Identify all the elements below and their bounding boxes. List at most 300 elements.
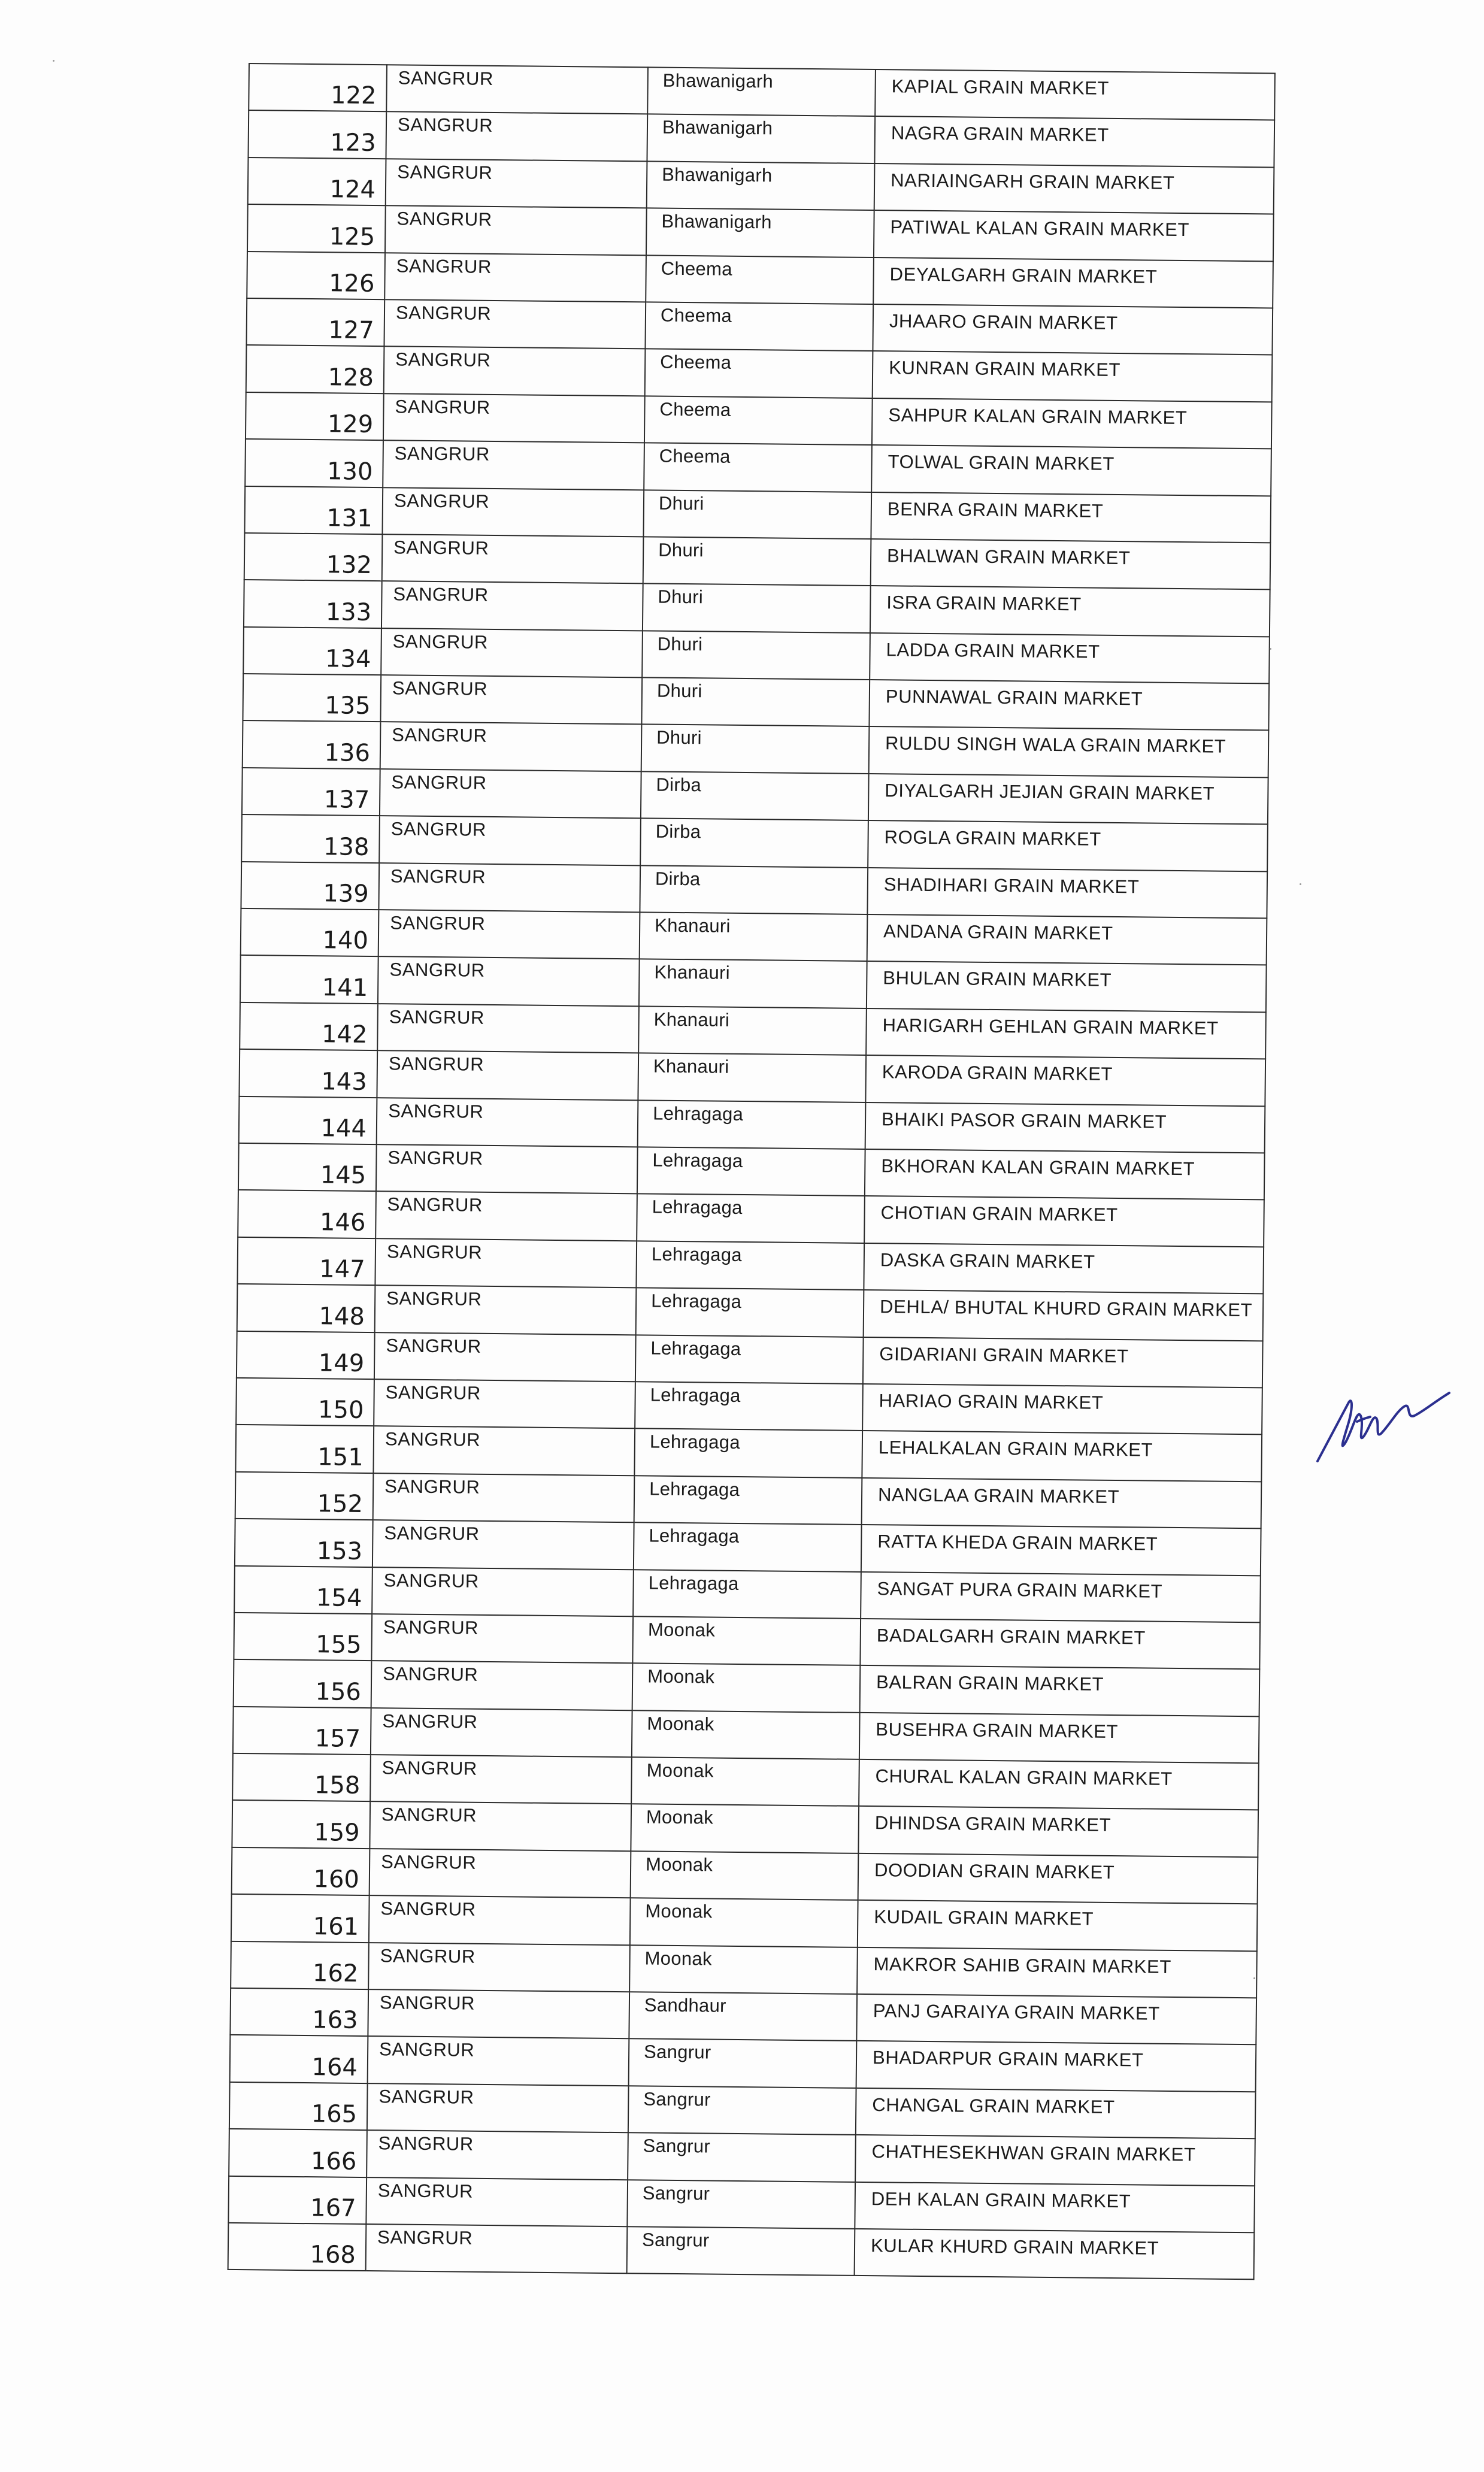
serial-number-cell-text: 149 <box>318 1349 365 1377</box>
serial-number-cell-text: 129 <box>327 410 374 439</box>
serial-number-cell <box>236 1378 374 1426</box>
block-cell-text: Moonak <box>646 1759 714 1782</box>
block-cell <box>629 1945 858 1994</box>
market-name-cell <box>873 351 1273 402</box>
block-cell-text: Lehragaga <box>652 1149 743 1171</box>
serial-number-cell <box>246 345 384 393</box>
serial-number-cell-text: 153 <box>316 1537 363 1565</box>
market-name-cell-text: LEHALKALAN GRAIN MARKET <box>878 1437 1153 1461</box>
block-cell <box>637 1194 865 1243</box>
serial-number-cell-text: 131 <box>326 504 372 532</box>
scan-speck <box>1253 1977 1255 1979</box>
block-cell-text: Dirba <box>656 774 702 796</box>
block-cell <box>631 1804 859 1853</box>
block-cell-text: Sangrur <box>643 2135 711 2157</box>
district-cell <box>383 440 644 490</box>
block-cell <box>647 161 875 210</box>
market-name-cell-text: ISRA GRAIN MARKET <box>886 592 1082 615</box>
district-cell <box>368 2036 629 2086</box>
market-name-cell-text: MAKROR SAHIB GRAIN MARKET <box>873 1953 1172 1977</box>
block-cell-text: Sangrur <box>642 2182 710 2204</box>
block-cell-text: Sangrur <box>641 2229 710 2251</box>
market-name-cell <box>873 304 1273 355</box>
market-name-cell <box>858 1806 1258 1857</box>
market-name-cell-text: LADDA GRAIN MARKET <box>886 638 1100 662</box>
market-name-cell-text: KARODA GRAIN MARKET <box>882 1061 1113 1085</box>
block-cell <box>644 443 872 492</box>
serial-number-cell-text: 133 <box>325 598 372 626</box>
scan-speck <box>1300 883 1301 885</box>
serial-number-cell-text: 142 <box>321 1020 368 1049</box>
serial-number-cell <box>239 1049 377 1098</box>
market-name-cell <box>872 398 1272 449</box>
serial-number-cell <box>237 1284 375 1332</box>
market-name-cell <box>869 680 1269 731</box>
district-cell <box>383 393 645 443</box>
serial-number-cell-text: 151 <box>317 1443 364 1471</box>
market-name-cell <box>867 868 1267 919</box>
district-cell-text: SANGRUR <box>383 1663 478 1686</box>
serial-number-cell <box>235 1519 373 1567</box>
market-name-cell-text: ROGLA GRAIN MARKET <box>884 826 1101 850</box>
market-name-cell <box>863 1337 1263 1388</box>
market-name-cell-text: SHADIHARI GRAIN MARKET <box>883 873 1140 897</box>
block-cell-text: Lehragaga <box>651 1290 742 1313</box>
district-cell <box>375 1192 637 1241</box>
market-name-cell <box>864 1196 1264 1247</box>
market-name-cell-text: HARIGARH GEHLAN GRAIN MARKET <box>882 1014 1219 1039</box>
market-name-cell <box>855 2229 1255 2280</box>
serial-number-cell-text: 122 <box>330 81 377 110</box>
block-cell-text: Lehragaga <box>649 1478 740 1500</box>
block-cell <box>643 537 871 586</box>
market-name-cell-text: BADALGARH GRAIN MARKET <box>876 1625 1146 1649</box>
district-cell <box>384 299 646 349</box>
market-name-cell-text: BHULAN GRAIN MARKET <box>883 967 1112 991</box>
serial-number-cell <box>234 1613 372 1661</box>
block-cell <box>638 1006 867 1055</box>
district-cell <box>378 957 640 1007</box>
district-cell-text: SANGRUR <box>396 255 492 277</box>
market-name-cell-text: SANGAT PURA GRAIN MARKET <box>877 1577 1163 1602</box>
market-name-cell <box>874 116 1274 167</box>
block-cell <box>629 2039 857 2088</box>
market-name-cell-text: KULAR KHURD GRAIN MARKET <box>870 2235 1159 2259</box>
block-cell-text: Moonak <box>645 1853 713 1876</box>
serial-number-cell-text: 159 <box>314 1819 360 1847</box>
district-cell <box>375 1238 637 1288</box>
district-cell <box>371 1661 633 1710</box>
serial-number-cell <box>242 768 380 816</box>
market-name-cell-text: RULDU SINGH WALA GRAIN MARKET <box>885 732 1226 758</box>
serial-number-cell-text: 137 <box>323 786 370 814</box>
district-cell-text: SANGRUR <box>387 1193 483 1216</box>
market-name-cell <box>855 2182 1255 2232</box>
block-cell-text: Sangrur <box>643 2088 711 2110</box>
market-name-cell <box>855 2135 1255 2186</box>
district-cell-text: SANGRUR <box>388 1053 484 1076</box>
serial-number-cell-text: 158 <box>314 1771 361 1800</box>
market-name-cell-text: DEHLA/ BHUTAL KHURD GRAIN MARKET <box>879 1296 1253 1321</box>
scan-speck <box>53 60 54 62</box>
market-name-cell <box>862 1431 1262 1482</box>
block-cell <box>644 396 873 445</box>
district-cell-text: SANGRUR <box>389 959 485 981</box>
serial-number-cell-text: 166 <box>310 2147 357 2176</box>
market-name-cell <box>858 1853 1258 1904</box>
block-cell <box>640 819 868 868</box>
block-cell-text: Sandhaur <box>644 1994 726 2016</box>
serial-number-cell <box>249 63 387 112</box>
block-cell <box>632 1710 860 1759</box>
district-cell-text: SANGRUR <box>392 631 489 653</box>
district-cell <box>382 534 644 584</box>
serial-number-cell-text: 130 <box>326 457 373 486</box>
district-cell-text: SANGRUR <box>383 1569 480 1592</box>
district-cell <box>370 1755 632 1804</box>
district-cell <box>377 1050 638 1100</box>
market-name-cell <box>865 1149 1265 1200</box>
block-cell <box>627 2226 855 2276</box>
market-name-cell-text: KUNRAN GRAIN MARKET <box>888 357 1121 381</box>
block-cell-text: Khanauri <box>653 1008 730 1031</box>
block-cell <box>642 631 870 680</box>
block-cell-text: Dhuri <box>658 539 704 561</box>
district-cell-text: SANGRUR <box>386 1334 481 1357</box>
district-cell <box>381 581 643 631</box>
district-cell-text: SANGRUR <box>398 67 494 89</box>
block-cell <box>638 1100 866 1149</box>
block-cell <box>640 865 868 914</box>
block-cell <box>641 771 869 820</box>
market-name-cell <box>873 258 1273 308</box>
serial-number-cell <box>229 2129 367 2177</box>
block-cell <box>640 912 868 961</box>
block-cell <box>643 584 871 633</box>
block-cell-text: Lehragaga <box>651 1243 743 1265</box>
market-name-cell <box>861 1571 1261 1622</box>
block-cell <box>631 1757 859 1806</box>
market-name-cell-text: DEYALGARH GRAIN MARKET <box>889 263 1158 287</box>
district-cell <box>372 1520 634 1570</box>
market-name-cell-text: CHURAL KALAN GRAIN MARKET <box>875 1765 1173 1790</box>
serial-number-cell-text: 150 <box>317 1396 364 1425</box>
serial-number-cell <box>244 580 382 628</box>
block-cell-text: Cheema <box>659 445 731 467</box>
market-name-cell <box>867 914 1267 965</box>
serial-number-cell <box>248 157 386 206</box>
serial-number-cell-text: 140 <box>322 926 369 955</box>
market-name-cell-text: KUDAIL GRAIN MARKET <box>874 1906 1094 1929</box>
market-name-cell <box>869 726 1269 777</box>
block-cell <box>638 1053 866 1102</box>
district-cell <box>373 1426 635 1476</box>
district-cell <box>370 1802 631 1852</box>
district-cell <box>381 628 643 678</box>
market-name-cell <box>856 1994 1256 2045</box>
block-cell <box>635 1335 864 1384</box>
block-cell-text: Lehragaga <box>650 1384 741 1406</box>
market-name-cell <box>859 1759 1259 1810</box>
market-name-cell <box>875 69 1275 120</box>
serial-number-cell <box>243 720 381 769</box>
block-cell <box>631 1851 859 1900</box>
block-cell <box>647 114 875 163</box>
block-cell-text: Bhawanigarh <box>661 210 772 233</box>
serial-number-cell <box>239 1096 377 1145</box>
district-cell <box>380 769 641 819</box>
district-cell-text: SANGRUR <box>383 1616 479 1638</box>
block-cell-text: Lehragaga <box>648 1572 739 1594</box>
serial-number-cell-text: 147 <box>319 1255 365 1284</box>
market-name-cell-text: HARIAO GRAIN MARKET <box>879 1390 1104 1413</box>
district-cell <box>373 1473 635 1523</box>
table-body <box>228 63 1275 2280</box>
serial-number-cell <box>247 204 386 253</box>
serial-number-cell <box>246 392 384 441</box>
market-name-cell-text: RATTA KHEDA GRAIN MARKET <box>877 1531 1158 1555</box>
market-name-cell-text: CHOTIAN GRAIN MARKET <box>880 1202 1118 1226</box>
district-cell-text: SANGRUR <box>378 2086 474 2108</box>
district-cell-text: SANGRUR <box>386 1288 482 1310</box>
serial-number-cell <box>243 627 381 675</box>
serial-number-cell-text: 139 <box>323 880 369 908</box>
market-name-cell-text: NANGLAA GRAIN MARKET <box>877 1483 1120 1507</box>
district-cell-text: SANGRUR <box>397 114 493 137</box>
district-cell <box>374 1332 636 1382</box>
serial-number-cell-text: 145 <box>320 1161 367 1190</box>
serial-number-cell-text: 160 <box>313 1865 360 1894</box>
serial-number-cell-text: 157 <box>314 1725 361 1753</box>
block-cell-text: Dhuri <box>656 680 702 702</box>
block-cell-text: Dhuri <box>658 586 704 608</box>
market-name-cell <box>867 961 1267 1012</box>
serial-number-cell <box>230 1988 368 2037</box>
serial-number-cell-text: 143 <box>321 1067 367 1096</box>
serial-number-cell <box>247 252 385 300</box>
block-cell <box>641 677 870 726</box>
district-cell-text: SANGRUR <box>390 912 486 934</box>
serial-number-cell-text: 132 <box>326 551 372 580</box>
serial-number-cell-text: 124 <box>329 175 376 204</box>
market-name-cell-text: DASKA GRAIN MARKET <box>880 1249 1095 1273</box>
market-name-cell <box>862 1478 1262 1529</box>
block-cell-text: Moonak <box>645 1900 713 1922</box>
market-name-cell <box>861 1525 1261 1576</box>
district-cell-text: SANGRUR <box>392 677 488 699</box>
district-cell <box>384 347 646 396</box>
district-cell <box>371 1614 633 1664</box>
district-cell-text: SANGRUR <box>391 771 487 793</box>
market-name-cell-text: PANJ GARAIYA GRAIN MARKET <box>873 2000 1160 2024</box>
serial-number-cell <box>241 862 379 910</box>
serial-number-cell-text: 134 <box>325 645 371 674</box>
serial-number-cell <box>228 2176 367 2224</box>
market-name-cell <box>868 820 1268 871</box>
district-cell <box>377 1004 639 1053</box>
block-cell-text: Khanauri <box>653 1055 729 1077</box>
market-name-cell-text: NAGRA GRAIN MARKET <box>891 122 1109 146</box>
market-name-cell <box>871 445 1271 496</box>
market-name-cell-text: BHALWAN GRAIN MARKET <box>886 545 1131 569</box>
district-cell <box>366 2177 628 2227</box>
block-cell <box>633 1570 861 1619</box>
district-cell-text: SANGRUR <box>381 1757 478 1779</box>
block-cell-text: Lehragaga <box>653 1102 744 1125</box>
district-cell <box>366 2224 628 2274</box>
serial-number-cell <box>230 2035 368 2083</box>
district-cell <box>376 1144 638 1194</box>
serial-number-cell <box>243 674 381 722</box>
district-cell-text: SANGRUR <box>388 1099 484 1122</box>
serial-number-cell-text: 135 <box>325 692 371 720</box>
district-cell <box>372 1567 634 1617</box>
serial-number-cell-text: 128 <box>328 363 374 392</box>
serial-number-cell <box>240 1002 378 1051</box>
serial-number-cell-text: 127 <box>328 316 374 345</box>
block-cell-text: Khanauri <box>655 914 731 937</box>
serial-number-cell-text: 141 <box>322 974 368 1002</box>
block-cell <box>637 1147 865 1196</box>
block-cell <box>627 2180 855 2229</box>
district-cell-text: SANGRUR <box>393 583 489 606</box>
district-cell-text: SANGRUR <box>377 2226 473 2249</box>
market-name-cell-text: BENRA GRAIN MARKET <box>887 498 1104 522</box>
market-name-cell <box>862 1384 1262 1435</box>
serial-number-cell-text: 162 <box>312 1959 359 1988</box>
district-cell <box>377 1098 638 1147</box>
serial-number-cell-text: 163 <box>312 2006 358 2035</box>
district-cell <box>374 1379 635 1429</box>
district-cell-text: SANGRUR <box>390 818 487 841</box>
serial-number-cell <box>240 955 378 1004</box>
serial-number-cell <box>237 1237 375 1286</box>
block-cell <box>636 1241 864 1290</box>
grain-market-table <box>228 63 1276 2280</box>
block-cell-text: Dirba <box>655 868 701 889</box>
serial-number-cell-text: 138 <box>323 832 370 861</box>
market-name-cell-text: TOLWAL GRAIN MARKET <box>888 451 1115 475</box>
serial-number-cell <box>231 1941 369 1989</box>
serial-number-cell-text: 155 <box>316 1631 362 1659</box>
block-cell-text: Moonak <box>646 1806 714 1829</box>
block-cell <box>632 1616 861 1665</box>
scan-speck <box>1270 648 1271 650</box>
serial-number-cell-text: 126 <box>328 269 375 298</box>
block-cell-text: Lehragaga <box>652 1196 743 1219</box>
district-cell <box>369 1895 631 1945</box>
serial-number-cell <box>235 1425 374 1473</box>
district-cell <box>378 910 640 959</box>
serial-number-cell <box>232 1800 370 1849</box>
serial-number-cell <box>241 908 379 957</box>
block-cell <box>632 1664 861 1713</box>
district-cell-text: SANGRUR <box>378 2132 474 2155</box>
block-cell-text: Sangrur <box>643 2041 711 2063</box>
block-cell-text: Khanauri <box>654 961 731 984</box>
block-cell-text: Lehragaga <box>649 1431 741 1453</box>
district-cell-text: SANGRUR <box>389 1006 485 1028</box>
block-cell-text: Cheema <box>661 258 732 280</box>
block-cell <box>634 1522 862 1571</box>
market-name-cell <box>871 492 1271 543</box>
block-cell-text: Dhuri <box>658 492 704 514</box>
district-cell <box>368 1943 630 1992</box>
market-name-cell-text: DEH KALAN GRAIN MARKET <box>871 2188 1131 2212</box>
serial-number-cell-text: 154 <box>316 1584 362 1612</box>
market-name-cell <box>874 210 1274 261</box>
market-name-cell <box>858 1900 1258 1951</box>
block-cell <box>634 1476 862 1525</box>
market-name-cell-text: ANDANA GRAIN MARKET <box>883 920 1113 944</box>
district-cell-text: SANGRUR <box>395 396 490 418</box>
market-name-cell-text: DHINDSA GRAIN MARKET <box>874 1812 1112 1836</box>
block-cell-text: Cheema <box>659 398 731 420</box>
district-cell-text: SANGRUR <box>377 2179 474 2202</box>
block-cell-text: Lehragaga <box>649 1525 740 1547</box>
district-cell-text: SANGRUR <box>384 1428 481 1451</box>
district-cell <box>386 112 647 162</box>
district-cell-text: SANGRUR <box>393 537 489 559</box>
market-name-cell-text: GIDARIANI GRAIN MARKET <box>879 1343 1129 1367</box>
serial-number-cell <box>229 2082 368 2131</box>
serial-number-cell <box>228 2223 367 2271</box>
block-cell <box>646 255 874 304</box>
market-name-cell <box>859 1713 1259 1764</box>
block-cell <box>641 725 870 774</box>
market-name-cell-text: KAPIAL GRAIN MARKET <box>891 75 1110 99</box>
market-name-cell <box>866 1008 1266 1059</box>
serial-number-cell-text: 136 <box>324 739 371 767</box>
block-cell <box>636 1288 864 1337</box>
district-cell <box>380 722 642 772</box>
market-name-cell-text: DIYALGARH JEJIAN GRAIN MARKET <box>885 780 1215 804</box>
block-cell-text: Dhuri <box>657 633 703 655</box>
serial-number-cell-text: 123 <box>330 129 376 157</box>
market-name-cell-text: CHANGAL GRAIN MARKET <box>872 2094 1115 2117</box>
district-cell <box>370 1849 631 1898</box>
district-cell-text: SANGRUR <box>390 865 486 887</box>
block-cell-text: Moonak <box>647 1665 715 1688</box>
block-cell <box>645 302 873 351</box>
block-cell-text: Dhuri <box>656 727 702 749</box>
district-cell-text: SANGRUR <box>394 443 490 465</box>
district-cell-text: SANGRUR <box>384 1522 480 1544</box>
district-cell <box>375 1285 637 1335</box>
serial-number-cell <box>246 298 384 347</box>
market-name-cell <box>874 163 1274 214</box>
serial-number-cell-text: 156 <box>315 1677 362 1706</box>
district-cell-text: SANGRUR <box>396 208 492 231</box>
market-name-cell-text: SAHPUR KALAN GRAIN MARKET <box>888 404 1188 428</box>
serial-number-cell <box>244 533 383 581</box>
serial-number-cell <box>232 1847 370 1896</box>
serial-number-cell-text: 152 <box>317 1490 364 1519</box>
market-name-cell-text: NARIAINGARH GRAIN MARKET <box>891 169 1175 193</box>
serial-number-cell-text: 165 <box>311 2100 358 2129</box>
district-cell <box>367 2083 629 2133</box>
serial-number-cell-text: 125 <box>329 222 375 251</box>
district-cell <box>379 816 641 865</box>
district-cell-text: SANGRUR <box>387 1147 483 1169</box>
handwritten-signature-icon <box>1306 1371 1461 1473</box>
district-cell-text: SANGRUR <box>381 1804 477 1826</box>
district-cell <box>386 65 648 114</box>
block-cell-text: Moonak <box>647 1619 716 1641</box>
district-cell-text: SANGRUR <box>381 1851 477 1873</box>
district-cell-text: SANGRUR <box>380 1944 476 1967</box>
market-name-cell-text: DOODIAN GRAIN MARKET <box>874 1859 1115 1883</box>
